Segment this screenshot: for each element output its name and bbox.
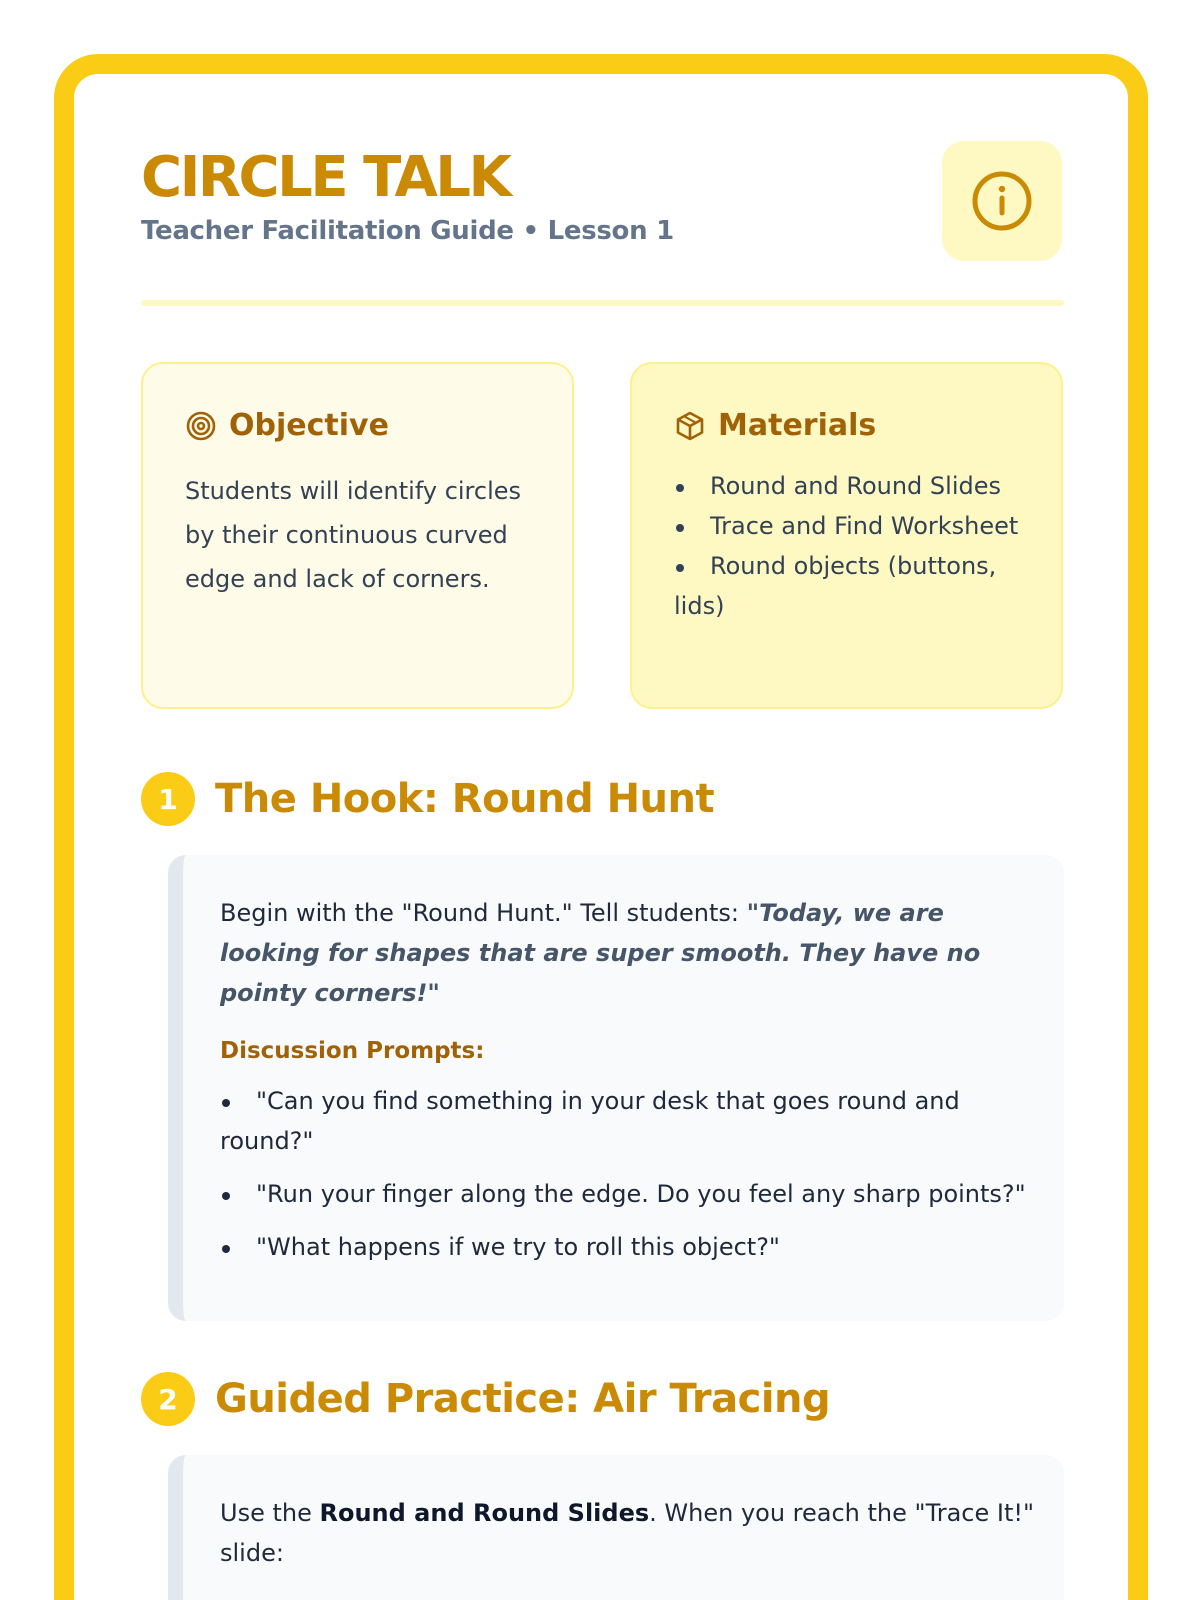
intro-text: Begin with the "Round Hunt." Tell students: (220, 899, 747, 927)
page-title: CIRCLE TALK (141, 145, 510, 210)
list-item: "Run your finger along the edge. Do you feel any sharp points?" (220, 1174, 1040, 1214)
section-title: Guided Practice: Air Tracing (215, 1376, 831, 1422)
list-item: Round and Round Slides (674, 466, 1034, 506)
objective-heading (185, 408, 389, 444)
materials-title: Materials (718, 408, 877, 443)
slides-name: Round and Round Slides (319, 1499, 650, 1527)
box-icon (674, 410, 706, 442)
objective-title: Objective (229, 408, 389, 443)
section-title: The Hook: Round Hunt (215, 776, 715, 822)
list-item: Round objects (buttons, lids) (674, 546, 1034, 626)
guide-header (141, 145, 1064, 258)
page-subtitle: Teacher Facilitation Guide • Lesson 1 (141, 216, 674, 246)
header-divider (141, 300, 1064, 306)
section-2-intro (220, 1493, 1040, 1573)
guide-frame (54, 54, 1148, 1600)
section-1-content (168, 855, 1064, 1321)
materials-card (630, 362, 1063, 709)
materials-heading (674, 408, 876, 444)
teacher-quote: "Today, we are looking for shapes that are super smooth. They have no pointy corners!" (220, 899, 981, 1007)
section-1-intro (220, 893, 1040, 1013)
info-icon (970, 169, 1034, 233)
step-number-badge: 2 (141, 1372, 195, 1426)
discussion-prompts-list (220, 1081, 1040, 1267)
intro-text: . When you reach the "Trace It!" slide: (220, 1499, 1035, 1567)
list-item: "Can you find something in your desk that goes round and round?" (220, 1081, 1040, 1161)
list-item: Trace and Find Worksheet (674, 506, 1034, 546)
target-icon (185, 410, 217, 442)
section-2-content (168, 1455, 1064, 1600)
list-item: "What happens if we try to roll this object?" (220, 1227, 1040, 1267)
section-1-heading (141, 772, 714, 826)
objective-card (141, 362, 574, 709)
step-number-badge: 1 (141, 772, 195, 826)
discussion-prompts-label: Discussion Prompts: (220, 1038, 485, 1064)
materials-list (674, 466, 1034, 626)
intro-text: Use the (220, 1499, 320, 1527)
section-2-heading (141, 1372, 830, 1426)
objective-text: Students will identify circles by their continuous curved edge and lack of corners. (185, 477, 522, 593)
info-button[interactable] (942, 141, 1062, 261)
